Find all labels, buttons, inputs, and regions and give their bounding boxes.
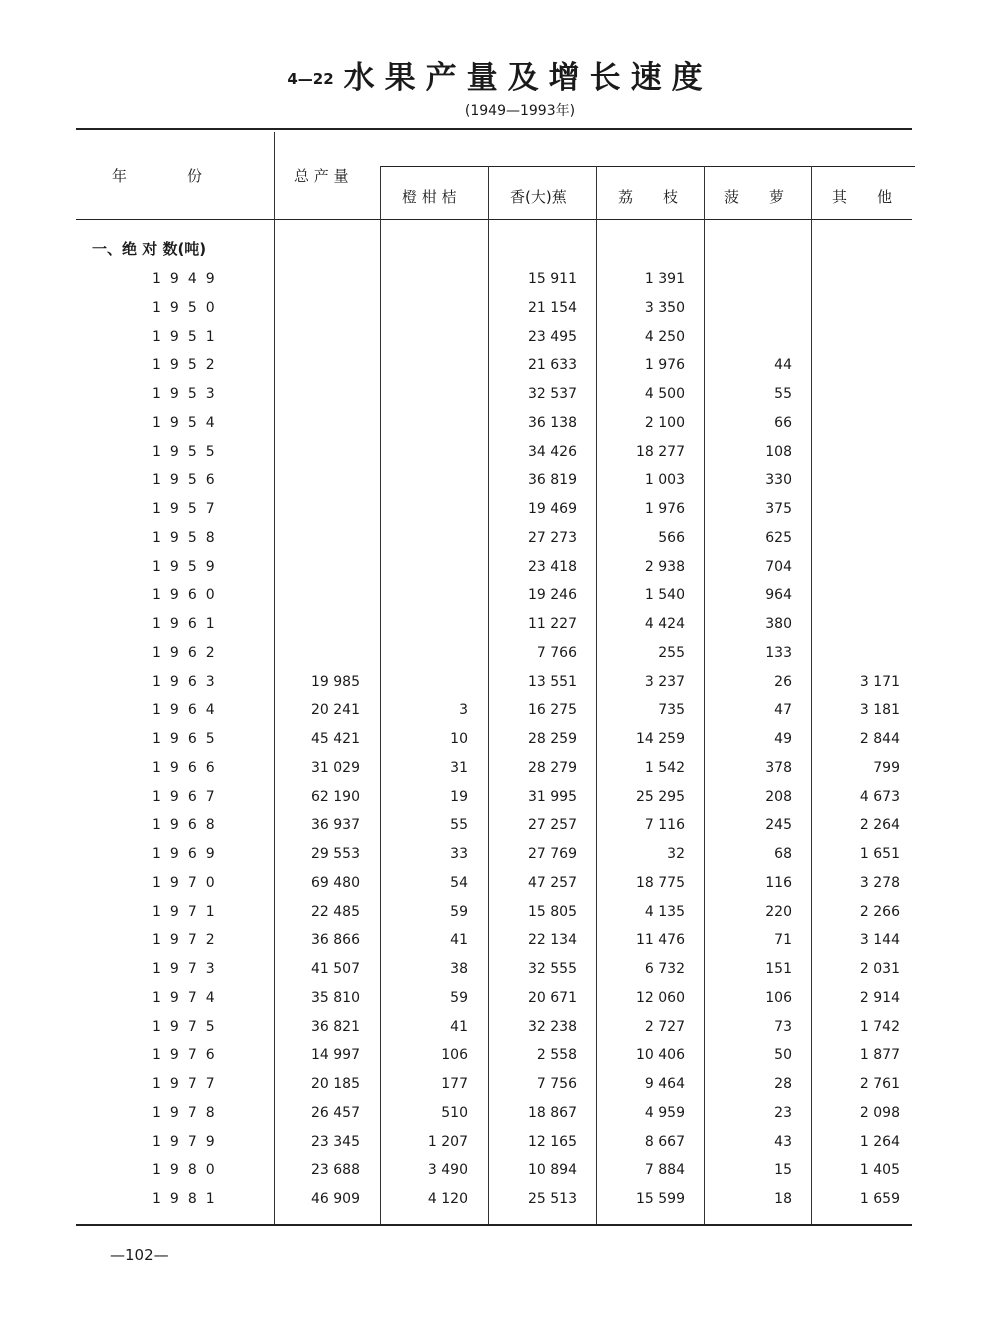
cell-banana: 13 551: [528, 673, 577, 690]
cell-pineapple: 68: [774, 846, 792, 862]
cell-total: 45 421: [311, 731, 360, 747]
cell-banana: 2 558: [536, 1047, 577, 1064]
table-row: [0, 613, 1000, 635]
table-row: [0, 469, 1000, 491]
header-orange: 橙 柑 桔: [402, 188, 457, 206]
cell-year: 1950: [152, 299, 224, 316]
cell-lychee: 1 976: [644, 357, 685, 374]
cell-orange: 33: [450, 846, 468, 862]
cell-total: 26 457: [311, 1104, 360, 1121]
cell-pineapple: 43: [774, 1133, 792, 1150]
cell-lychee: 3 350: [644, 299, 685, 316]
cell-pineapple: 625: [765, 529, 792, 546]
table-row: [0, 757, 1000, 779]
cell-year: 1953: [152, 386, 224, 402]
cell-pineapple: 26: [774, 673, 792, 690]
cell-pineapple: 964: [765, 587, 792, 604]
cell-year: 1977: [152, 1076, 224, 1092]
cell-pineapple: 330: [765, 472, 792, 489]
header-year: 年 份: [112, 167, 203, 185]
cell-year: 1960: [152, 587, 224, 604]
cell-lychee: 11 476: [636, 932, 685, 949]
cell-banana: 21 633: [528, 357, 577, 374]
header-banana: 香(大)蕉: [510, 188, 567, 206]
cell-year: 1965: [152, 731, 224, 747]
cell-lychee: 1 540: [644, 587, 685, 604]
cell-orange: 4 120: [427, 1191, 468, 1207]
cell-banana: 27 273: [528, 529, 577, 546]
table-row: [0, 901, 1000, 923]
cell-total: 19 985: [311, 673, 360, 690]
table-row: [0, 412, 1000, 434]
cell-lychee: 2 100: [644, 414, 685, 431]
table-row: [0, 786, 1000, 808]
cell-year: 1974: [152, 989, 224, 1006]
cell-total: 20 241: [311, 702, 360, 719]
table-row: [0, 556, 1000, 578]
cell-lychee: 25 295: [636, 788, 685, 805]
cell-year: 1951: [152, 328, 224, 345]
cell-year: 1957: [152, 501, 224, 517]
cell-total: 35 810: [311, 989, 360, 1006]
cell-year: 1954: [152, 414, 224, 431]
cell-other: 1 877: [859, 1047, 900, 1064]
cell-banana: 31 995: [528, 788, 577, 805]
cell-orange: 1 207: [427, 1133, 468, 1150]
cell-pineapple: 49: [774, 731, 792, 747]
cell-orange: 510: [441, 1104, 468, 1121]
cell-banana: 36 138: [528, 414, 577, 431]
cell-banana: 23 418: [528, 558, 577, 575]
cell-year: 1976: [152, 1047, 224, 1064]
cell-year: 1978: [152, 1104, 224, 1121]
cell-lychee: 8 667: [644, 1133, 685, 1150]
cell-pineapple: 133: [765, 644, 792, 661]
cell-total: 69 480: [311, 874, 360, 891]
cell-year: 1952: [152, 357, 224, 374]
cell-other: 2 844: [859, 731, 900, 747]
header-lychee: 荔 枝: [618, 188, 679, 206]
table-row: [0, 326, 1000, 348]
cell-orange: 3: [459, 702, 468, 719]
cell-lychee: 1 976: [644, 501, 685, 517]
cell-total: 36 821: [311, 1018, 360, 1035]
cell-total: 31 029: [311, 759, 360, 776]
cell-year: 1955: [152, 443, 224, 460]
top-rule: [76, 128, 912, 130]
cell-lychee: 12 060: [636, 989, 685, 1006]
cell-pineapple: 108: [765, 443, 792, 460]
cell-lychee: 2 727: [644, 1018, 685, 1035]
cell-orange: 3 490: [427, 1162, 468, 1179]
table-row: [0, 498, 1000, 520]
cell-banana: 27 769: [528, 846, 577, 862]
cell-year: 1968: [152, 817, 224, 834]
table-row: [0, 671, 1000, 693]
cell-other: 3 181: [859, 702, 900, 719]
cell-lychee: 18 775: [636, 874, 685, 891]
cell-other: 1 742: [859, 1018, 900, 1035]
cell-lychee: 7 884: [644, 1162, 685, 1179]
cell-pineapple: 380: [765, 616, 792, 632]
cell-lychee: 6 732: [644, 961, 685, 977]
cell-year: 1970: [152, 874, 224, 891]
cell-lychee: 18 277: [636, 443, 685, 460]
cell-banana: 28 279: [528, 759, 577, 776]
table-row: [0, 872, 1000, 894]
cell-total: 46 909: [311, 1191, 360, 1207]
cell-banana: 28 259: [528, 731, 577, 747]
cell-pineapple: 71: [774, 932, 792, 949]
cell-year: 1956: [152, 472, 224, 489]
cell-year: 1964: [152, 702, 224, 719]
table-row: [0, 1131, 1000, 1153]
cell-orange: 177: [441, 1076, 468, 1092]
cell-year: 1958: [152, 529, 224, 546]
cell-banana: 7 756: [536, 1076, 577, 1092]
cell-lychee: 2 938: [644, 558, 685, 575]
cell-pineapple: 375: [765, 501, 792, 517]
cell-orange: 59: [450, 989, 468, 1006]
cell-lychee: 1 542: [644, 759, 685, 776]
cell-year: 1972: [152, 932, 224, 949]
table-row: [0, 441, 1000, 463]
cell-year: 1966: [152, 759, 224, 776]
cell-other: 2 266: [859, 903, 900, 920]
cell-other: 2 761: [859, 1076, 900, 1092]
table-subtitle: (1949—1993年): [464, 103, 576, 119]
cell-pineapple: 73: [774, 1018, 792, 1035]
cell-lychee: 735: [658, 702, 685, 719]
cell-pineapple: 208: [765, 788, 792, 805]
table-row: [0, 929, 1000, 951]
cell-other: 3 171: [859, 673, 900, 690]
table-row: [0, 699, 1000, 721]
cell-banana: 19 246: [528, 587, 577, 604]
cell-year: 1979: [152, 1133, 224, 1150]
cell-other: 4 673: [859, 788, 900, 805]
cell-orange: 41: [450, 932, 468, 949]
cell-lychee: 9 464: [644, 1076, 685, 1092]
cell-lychee: 255: [658, 644, 685, 661]
cell-banana: 21 154: [528, 299, 577, 316]
cell-total: 36 866: [311, 932, 360, 949]
cell-pineapple: 28: [774, 1076, 792, 1092]
table-row: [0, 527, 1000, 549]
cell-orange: 41: [450, 1018, 468, 1035]
cell-pineapple: 18: [774, 1191, 792, 1207]
header-total: 总 产 量: [294, 167, 349, 185]
cell-banana: 32 238: [528, 1018, 577, 1035]
bottom-rule: [76, 1224, 912, 1226]
table-row: [0, 814, 1000, 836]
cell-lychee: 4 500: [644, 386, 685, 402]
cell-other: 1 659: [859, 1191, 900, 1207]
cell-banana: 7 766: [536, 644, 577, 661]
cell-year: 1962: [152, 644, 224, 661]
cell-other: 1 405: [859, 1162, 900, 1179]
cell-lychee: 566: [658, 529, 685, 546]
page-number: —102—: [110, 1246, 169, 1264]
cell-pineapple: 106: [765, 989, 792, 1006]
cell-orange: 106: [441, 1047, 468, 1064]
cell-pineapple: 151: [765, 961, 792, 977]
cell-lychee: 1 391: [644, 271, 685, 287]
cell-total: 62 190: [311, 788, 360, 805]
cell-lychee: 4 959: [644, 1104, 685, 1121]
cell-lychee: 3 237: [644, 673, 685, 690]
cell-pineapple: 116: [765, 874, 792, 891]
cell-banana: 27 257: [528, 817, 577, 834]
cell-lychee: 32: [667, 846, 685, 862]
cell-banana: 36 819: [528, 472, 577, 489]
cell-lychee: 14 259: [636, 731, 685, 747]
cell-year: 1963: [152, 673, 224, 690]
cell-other: 2 914: [859, 989, 900, 1006]
cell-year: 1969: [152, 846, 224, 862]
table-row: [0, 843, 1000, 865]
cell-lychee: 4 250: [644, 328, 685, 345]
cell-other: 3 278: [859, 874, 900, 891]
cell-total: 14 997: [311, 1047, 360, 1064]
cell-year: 1959: [152, 558, 224, 575]
cell-year: 1980: [152, 1162, 224, 1179]
cell-orange: 10: [450, 731, 468, 747]
cell-banana: 32 555: [528, 961, 577, 977]
cell-year: 1949: [152, 271, 224, 287]
subheader-top-rule: [381, 166, 915, 167]
cell-year: 1973: [152, 961, 224, 977]
cell-total: 36 937: [311, 817, 360, 834]
cell-year: 1975: [152, 1018, 224, 1035]
cell-total: 29 553: [311, 846, 360, 862]
cell-total: 23 688: [311, 1162, 360, 1179]
cell-pineapple: 55: [774, 386, 792, 402]
cell-orange: 55: [450, 817, 468, 834]
cell-pineapple: 47: [774, 702, 792, 719]
cell-other: 1 651: [859, 846, 900, 862]
table-row: [0, 958, 1000, 980]
table-row: [0, 268, 1000, 290]
cell-orange: 38: [450, 961, 468, 977]
cell-banana: 12 165: [528, 1133, 577, 1150]
cell-year: 1967: [152, 788, 224, 805]
cell-year: 1981: [152, 1191, 224, 1207]
header-bottom-rule: [76, 219, 912, 220]
table-row: [0, 1073, 1000, 1095]
cell-pineapple: 704: [765, 558, 792, 575]
cell-other: 799: [873, 759, 900, 776]
table-title-text: 水果产量及增长速度: [343, 60, 713, 96]
cell-banana: 10 894: [528, 1162, 577, 1179]
section-label-absolute: 一、绝 对 数(吨): [92, 240, 207, 258]
cell-total: 41 507: [311, 961, 360, 977]
cell-lychee: 7 116: [644, 817, 685, 834]
cell-banana: 11 227: [528, 616, 577, 632]
cell-banana: 23 495: [528, 328, 577, 345]
cell-pineapple: 220: [765, 903, 792, 920]
table-row: [0, 1016, 1000, 1038]
cell-banana: 18 867: [528, 1104, 577, 1121]
cell-year: 1971: [152, 903, 224, 920]
header-other: 其 他: [832, 188, 893, 206]
table-row: [0, 354, 1000, 376]
table-row: [0, 987, 1000, 1009]
cell-orange: 59: [450, 903, 468, 920]
cell-pineapple: 44: [774, 357, 792, 374]
cell-orange: 54: [450, 874, 468, 891]
cell-other: 2 031: [859, 961, 900, 977]
cell-banana: 15 805: [528, 903, 577, 920]
table-row: [0, 1188, 1000, 1210]
table-row: [0, 383, 1000, 405]
table-row: [0, 1159, 1000, 1181]
table-row: [0, 642, 1000, 664]
cell-lychee: 4 135: [644, 903, 685, 920]
cell-banana: 15 911: [528, 271, 577, 287]
table-row: [0, 584, 1000, 606]
cell-lychee: 15 599: [636, 1191, 685, 1207]
cell-other: 2 098: [859, 1104, 900, 1121]
cell-banana: 34 426: [528, 443, 577, 460]
cell-lychee: 10 406: [636, 1047, 685, 1064]
cell-year: 1961: [152, 616, 224, 632]
header-pineapple: 菠 萝: [724, 188, 785, 206]
cell-lychee: 1 003: [644, 472, 685, 489]
table-number: 4—22: [287, 70, 334, 88]
cell-total: 20 185: [311, 1076, 360, 1092]
table-title: [0, 52, 1000, 97]
cell-pineapple: 23: [774, 1104, 792, 1121]
table-row: [0, 297, 1000, 319]
cell-orange: 31: [450, 759, 468, 776]
cell-banana: 47 257: [528, 874, 577, 891]
cell-pineapple: 66: [774, 414, 792, 431]
cell-banana: 20 671: [528, 989, 577, 1006]
cell-pineapple: 15: [774, 1162, 792, 1179]
cell-banana: 19 469: [528, 501, 577, 517]
cell-banana: 25 513: [528, 1191, 577, 1207]
cell-banana: 22 134: [528, 932, 577, 949]
cell-other: 3 144: [859, 932, 900, 949]
cell-pineapple: 50: [774, 1047, 792, 1064]
cell-total: 22 485: [311, 903, 360, 920]
cell-pineapple: 378: [765, 759, 792, 776]
cell-banana: 16 275: [528, 702, 577, 719]
cell-other: 2 264: [859, 817, 900, 834]
cell-lychee: 4 424: [644, 616, 685, 632]
table-row: [0, 1102, 1000, 1124]
cell-banana: 32 537: [528, 386, 577, 402]
cell-pineapple: 245: [765, 817, 792, 834]
table-row: [0, 1044, 1000, 1066]
cell-other: 1 264: [859, 1133, 900, 1150]
cell-orange: 19: [450, 788, 468, 805]
table-row: [0, 728, 1000, 750]
cell-total: 23 345: [311, 1133, 360, 1150]
